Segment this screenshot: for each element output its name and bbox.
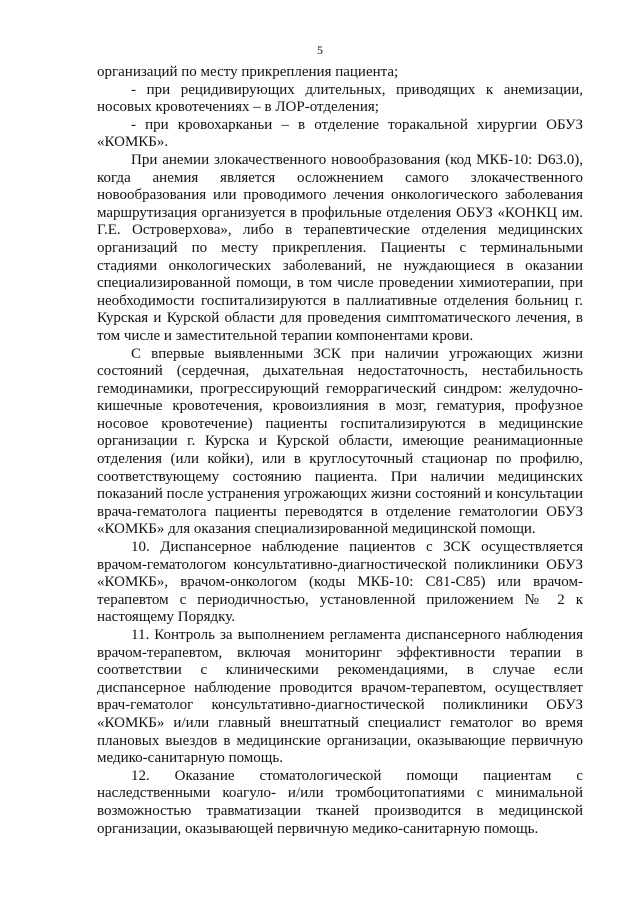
paragraph-item-11: 11. Контроль за выполнением регламента диспансерного наблюдения врачом-терапевтом, включая мониторинг эффективности терапии в соответствии с клиническими рекомендациями, в случае если диспансерное наблюдение проводится врачом-терапевтом, осуществляет врач-гематолог консультативно-диагностической поликлиники ОБУЗ «КОМКБ» и/или главный внештатный специалист гематолог во время плановых выездов в медицинские организации, оказывающие первичную медико-санитарную помощь. (97, 627, 583, 767)
paragraph-emergency: С впервые выявленными ЗСК при наличии угрожающих жизни состояний (сердечная, дыхательная недостаточность, нестабильность гемодинамики, прогрессирующий геморрагический синдром: желудочно-кишечные кровотечения, кровоизлияния в мозг, гематурия, профузное носовое кровотечение) пациенты госпитализируются в медицинские организации г. Курска и Курской области, имеющие реанимационные отделения (или койки), или в круглосуточный стационар по профилю, соответствующему состоянию пациента. При наличии медицинских показаний после устранения угрожающих жизни состояний и консультации врача-гематолога пациенты переводятся в отделение гематологии ОБУЗ «КОМКБ» для оказания специализированной медицинской помощи. (97, 345, 583, 538)
paragraph-anemia: При анемии злокачественного новообразования (код МКБ-10: D63.0), когда анемия является осложнением самого злокачественного новообразования или проводимого лечения онкологического заболевания маршрутизация организуется в профильные отделения ОБУЗ «КОНКЦ им. Г.Е. Островерхова», либо в терапевтические отделения медицинских организаций по месту прикрепления. Пациенты с терминальными стадиями онкологических заболеваний, не нуждающиеся в оказании специализированной помощи, в том числе проведении химиотерапии, при необходимости госпитализируются в паллиативные отделения больниц г. Курская и Курской области для проведения симптоматического лечения, в том числе и заместительной терапии компонентами крови. (97, 151, 583, 344)
page-number: 5 (317, 43, 323, 57)
document-body (97, 64, 583, 838)
list-item-thoracic: - при кровохарканьи – в отделение торакальной хирургии ОБУЗ «КОМКБ». (97, 116, 583, 151)
paragraph-item-12: 12. Оказание стоматологической помощи пациентам с наследственными коагуло- и/или тромбоцитопатиями с минимальной возможностью травматизации тканей производится в медицинской организации, оказывающей первичную медико-санитарную помощь. (97, 767, 583, 837)
paragraph-continuation: организаций по месту прикрепления пациента; (97, 64, 399, 80)
paragraph-item-10: 10. Диспансерное наблюдение пациентов с ЗСК осуществляется врачом-гематологом консультативно-диагностической поликлиники ОБУЗ «КОМКБ», врачом-онкологом (коды МКБ-10: С81-С85) или врачом-терапевтом с периодичностью, установленной приложением № 2 к настоящему Порядку. (97, 539, 583, 626)
list-item-ent: - при рецидивирующих длительных, приводящих к анемизации, носовых кровотечениях – в ЛОР-отделения; (97, 81, 583, 116)
